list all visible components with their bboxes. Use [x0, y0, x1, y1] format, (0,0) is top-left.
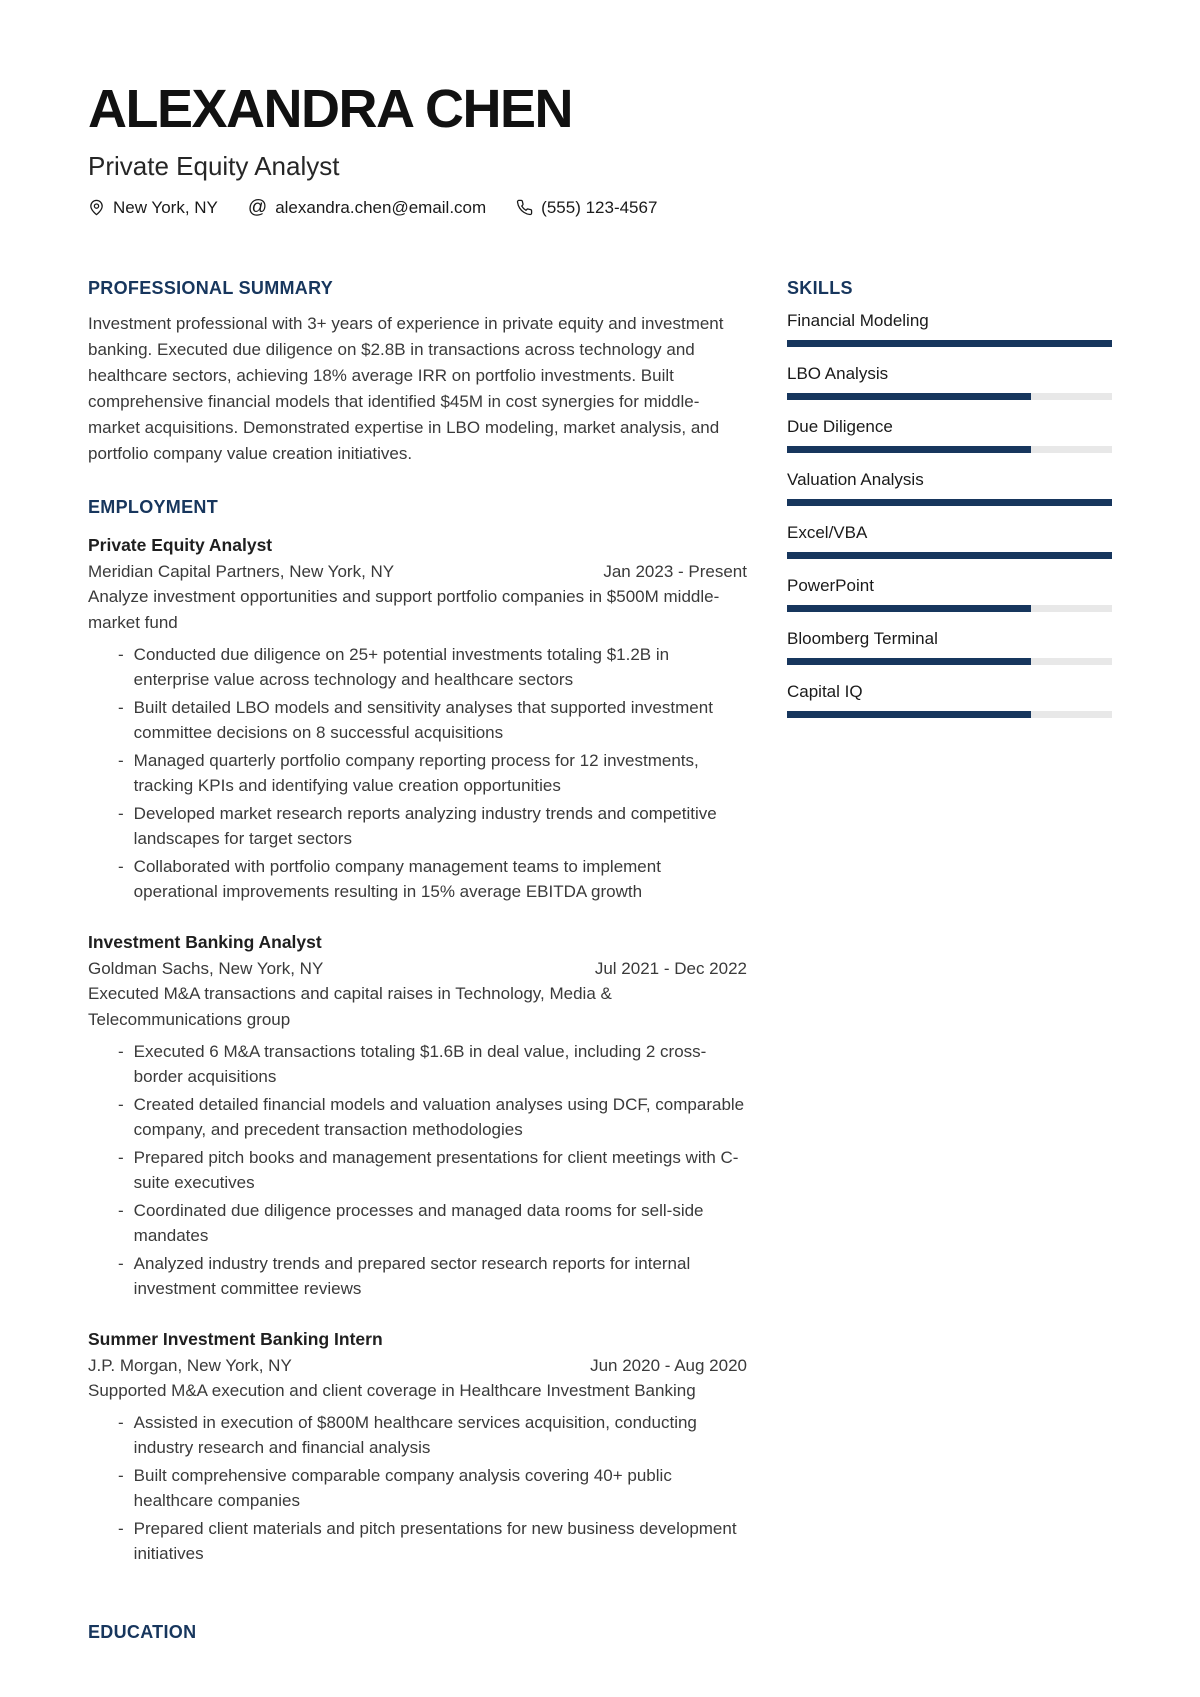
skill-item	[787, 629, 1112, 665]
bullet-marker: -	[118, 751, 124, 771]
bullet-text: Executed 6 M&A transactions totaling $1.6B in deal value, including 2 cross-border acquisitions	[133, 1042, 707, 1087]
bullet-marker: -	[118, 1201, 124, 1221]
job-bullet	[88, 1463, 747, 1513]
job-bullet	[88, 854, 747, 904]
skill-bar-fill	[787, 499, 1112, 506]
skill-name: Excel/VBA	[787, 523, 868, 543]
main-column	[88, 278, 747, 1644]
bullet-marker: -	[118, 1254, 124, 1274]
bullet-text: Conducted due diligence on 25+ potential investments totaling $1.2B in enterprise value across technology and healthcare sectors	[133, 645, 670, 690]
job-bullets	[88, 1410, 747, 1566]
skill-name: Capital IQ	[787, 682, 863, 702]
education-section-heading: EDUCATION	[88, 1622, 197, 1643]
skill-bar-fill	[787, 393, 1031, 400]
candidate-title: Private Equity Analyst	[88, 151, 340, 181]
job-bullets	[88, 1039, 747, 1301]
contact-email	[248, 198, 486, 218]
resume-header	[88, 0, 1112, 218]
job-entry	[88, 930, 747, 1301]
job-bullet	[88, 1198, 747, 1248]
job-dates: Jul 2021 - Dec 2022	[594, 959, 747, 979]
skills-sidebar	[787, 278, 1112, 1644]
bullet-text: Developed market research reports analyzing industry trends and competitive landscapes for target sectors	[133, 804, 717, 849]
skill-bar-track	[787, 552, 1112, 559]
bullet-text: Collaborated with portfolio company management teams to implement operational improvements resulting in 15% average EBITDA growth	[133, 857, 661, 902]
phone-icon	[516, 199, 533, 216]
job-title: Investment Banking Analyst	[88, 932, 322, 953]
summary-section-heading: PROFESSIONAL SUMMARY	[88, 277, 334, 298]
jobs-list	[88, 533, 747, 1566]
skills-section-heading: SKILLS	[787, 277, 853, 298]
skill-name: Bloomberg Terminal	[787, 629, 938, 649]
skill-bar-fill	[787, 446, 1031, 453]
bullet-text: Prepared client materials and pitch presentations for new business development initiatives	[133, 1519, 737, 1564]
skill-name: PowerPoint	[787, 576, 874, 596]
bullet-text: Analyzed industry trends and prepared sector research reports for internal investment committee reviews	[133, 1254, 691, 1299]
bullet-text: Assisted in execution of $800M healthcare services acquisition, conducting industry research and financial analysis	[133, 1413, 697, 1458]
job-bullet	[88, 642, 747, 692]
contact-location-text: New York, NY	[113, 197, 218, 217]
bullet-marker: -	[118, 1519, 124, 1539]
job-bullet	[88, 1410, 747, 1460]
job-meta-row	[88, 1353, 747, 1378]
skill-bar-track	[787, 340, 1112, 347]
bullet-marker: -	[118, 1095, 124, 1115]
job-bullet	[88, 1039, 747, 1089]
contact-phone	[516, 198, 657, 218]
skill-bar-fill	[787, 552, 1112, 559]
job-company: Meridian Capital Partners, New York, NY	[88, 562, 395, 582]
skill-name: Due Diligence	[787, 417, 893, 437]
skill-item	[787, 364, 1112, 400]
skill-bar-track	[787, 393, 1112, 400]
bullet-text: Created detailed financial models and valuation analyses using DCF, comparable company, and precedent transaction methodologies	[133, 1095, 745, 1140]
job-bullet	[88, 1145, 747, 1195]
bullet-marker: -	[118, 804, 124, 824]
contact-phone-text: (555) 123-4567	[541, 197, 658, 217]
job-meta-row	[88, 559, 747, 584]
skill-item	[787, 417, 1112, 453]
job-bullet	[88, 1251, 747, 1301]
resume-body	[88, 278, 1112, 1644]
summary-text: Investment professional with 3+ years of experience in private equity and investment banking. Executed due diligence on $2.8B in transactions across technology and healthcare sectors, achieving 18% average IRR on portfolio investments. Built comprehensive financial models that identified $45M in cost synergies for middle-market acquisitions. Demonstrated expertise in LBO modeling, market analysis, and portfolio company value creation initiatives.	[88, 314, 724, 464]
job-bullet	[88, 748, 747, 798]
bullet-marker: -	[118, 645, 124, 665]
skill-name: Financial Modeling	[787, 311, 929, 331]
job-entry	[88, 1327, 747, 1566]
bullet-marker: -	[118, 857, 124, 877]
job-description: Analyze investment opportunities and support portfolio companies in $500M middle-market fund	[88, 587, 720, 633]
skill-bar-track	[787, 446, 1112, 453]
skill-bar-fill	[787, 711, 1031, 718]
job-company: J.P. Morgan, New York, NY	[88, 1356, 292, 1376]
job-meta-row	[88, 956, 747, 981]
skill-name: LBO Analysis	[787, 364, 889, 384]
skill-bar-fill	[787, 658, 1031, 665]
job-description: Supported M&A execution and client coverage in Healthcare Investment Banking	[88, 1381, 696, 1401]
skill-bar-fill	[787, 605, 1031, 612]
job-title: Private Equity Analyst	[88, 535, 273, 556]
skill-bar-track	[787, 499, 1112, 506]
skill-item	[787, 523, 1112, 559]
location-pin-icon	[88, 198, 105, 217]
job-entry	[88, 533, 747, 904]
skill-item	[787, 682, 1112, 718]
candidate-name: ALEXANDRA CHEN	[88, 79, 573, 139]
bullet-text: Built comprehensive comparable company analysis covering 40+ public healthcare companies	[133, 1466, 672, 1511]
skill-bar-fill	[787, 340, 1112, 347]
bullet-text: Prepared pitch books and management presentations for client meetings with C-suite executives	[133, 1148, 739, 1193]
bullet-text: Managed quarterly portfolio company reporting process for 12 investments, tracking KPIs and identifying value creation opportunities	[133, 751, 699, 796]
bullet-text: Coordinated due diligence processes and managed data rooms for sell-side mandates	[133, 1201, 704, 1246]
job-company: Goldman Sachs, New York, NY	[88, 959, 324, 979]
contact-location	[88, 198, 218, 218]
bullet-text: Built detailed LBO models and sensitivity analyses that supported investment committee decisions on 8 successful acquisitions	[133, 698, 713, 743]
contact-email-text: alexandra.chen@email.com	[275, 197, 487, 217]
bullet-marker: -	[118, 1466, 124, 1486]
employment-section-heading: EMPLOYMENT	[88, 497, 219, 518]
job-bullet	[88, 1092, 747, 1142]
job-bullets	[88, 642, 747, 904]
skills-list	[787, 311, 1112, 718]
job-bullet	[88, 1516, 747, 1566]
job-bullet	[88, 801, 747, 851]
skill-item	[787, 576, 1112, 612]
at-sign-icon: @	[247, 197, 268, 219]
bullet-marker: -	[118, 1413, 124, 1433]
skill-bar-track	[787, 605, 1112, 612]
skill-name: Valuation Analysis	[787, 470, 924, 490]
job-bullet	[88, 695, 747, 745]
skill-item	[787, 470, 1112, 506]
job-dates: Jun 2020 - Aug 2020	[590, 1356, 747, 1376]
job-description: Executed M&A transactions and capital raises in Technology, Media & Telecommunications group	[88, 984, 612, 1030]
bullet-marker: -	[118, 698, 124, 718]
bullet-marker: -	[118, 1148, 124, 1168]
job-dates: Jan 2023 - Present	[603, 562, 747, 582]
skill-item	[787, 311, 1112, 347]
skill-bar-track	[787, 711, 1112, 718]
bullet-marker: -	[118, 1042, 124, 1062]
skill-bar-track	[787, 658, 1112, 665]
contact-row	[88, 198, 1112, 218]
job-title: Summer Investment Banking Intern	[88, 1329, 383, 1350]
